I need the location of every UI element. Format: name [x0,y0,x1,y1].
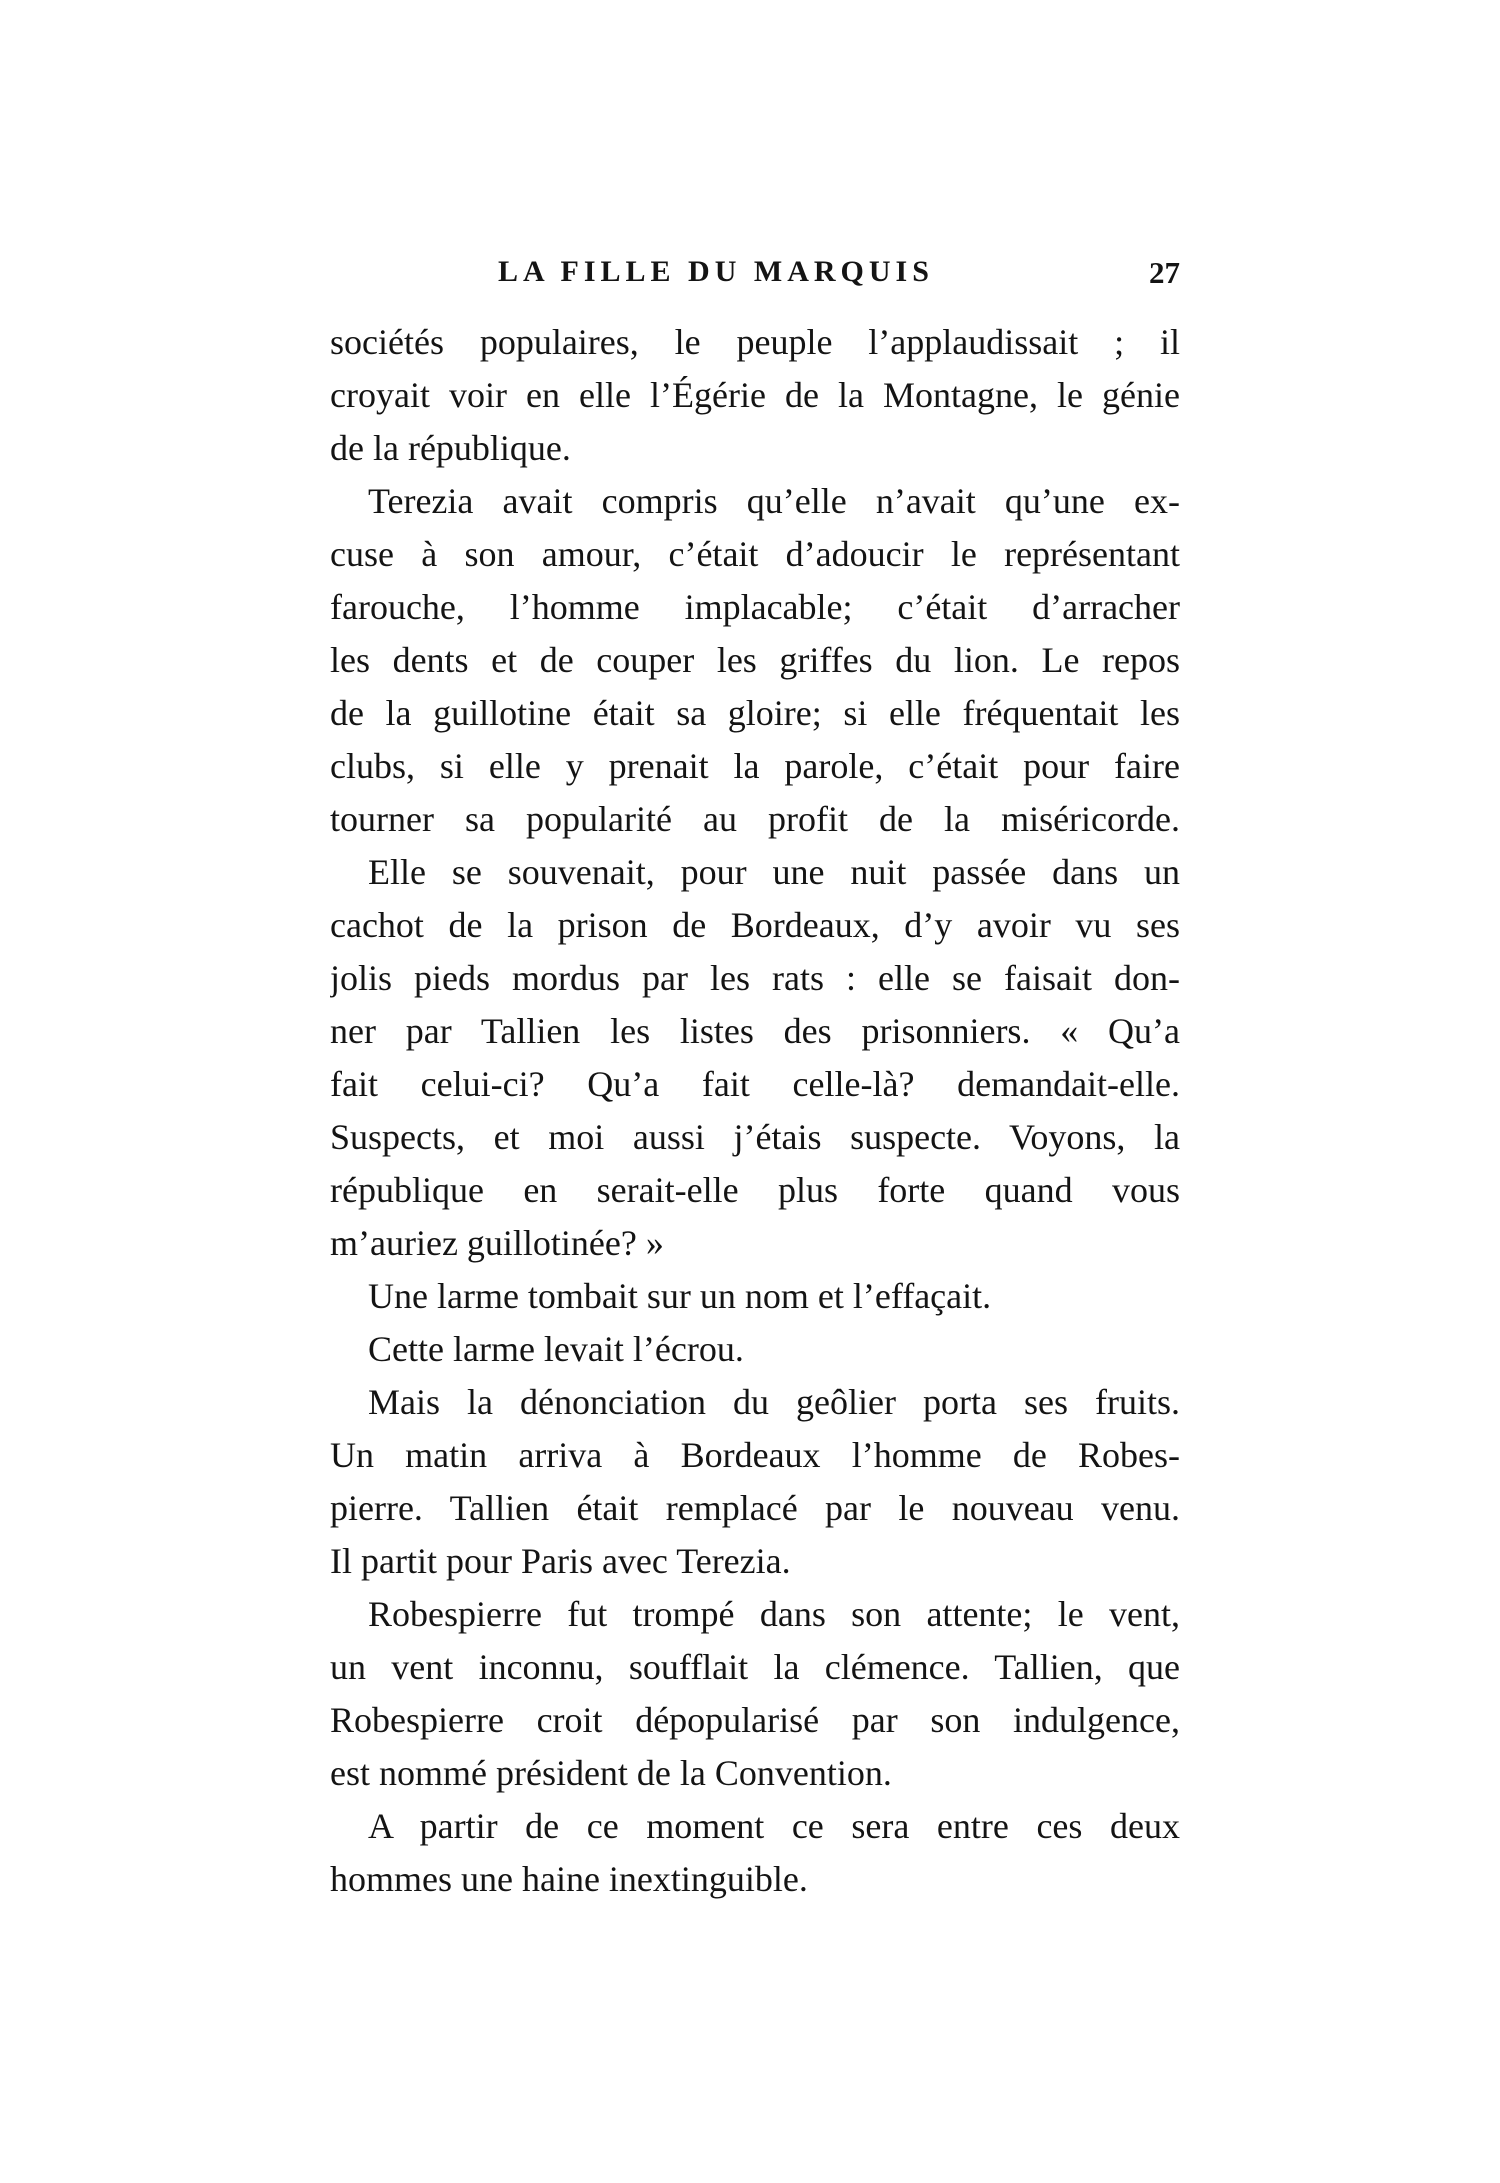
text-line: Terezia avait compris qu’elle n’avait qu’une ex- [368,481,1180,521]
text-line: les dents et de couper les griffes du lion. Le repos [330,640,1180,680]
text-line: m’auriez guillotinée? » [330,1223,664,1263]
text-line: hommes une haine inextinguible. [330,1859,808,1899]
text-line: république en serait-elle plus forte quand vous [330,1170,1180,1210]
text-line: Cette larme levait l’écrou. [368,1329,744,1369]
text-line: Une larme tombait sur un nom et l’effaçait. [368,1276,992,1316]
text-line: pierre. Tallien était remplacé par le nouveau venu. [330,1488,1180,1528]
text-line: cachot de la prison de Bordeaux, d’y avoir vu ses [330,905,1180,945]
text-line: sociétés populaires, le peuple l’applaudissait ; il [330,322,1180,362]
text-line: tourner sa popularité au profit de la miséricorde. [330,799,1180,839]
running-title: LA FILLE DU MARQUIS [498,255,934,288]
text-line: ner par Tallien les listes des prisonniers. « Qu’a [330,1011,1180,1051]
text-line: Un matin arriva à Bordeaux l’homme de Robes- [330,1435,1180,1475]
text-line: Mais la dénonciation du geôlier porta ses fruits. [368,1382,1180,1422]
page-header [330,255,1180,295]
text-line: de la république. [330,428,571,468]
text-line: Robespierre fut trompé dans son attente; le vent, [368,1594,1180,1634]
text-line: clubs, si elle y prenait la parole, c’était pour faire [330,746,1180,786]
text-line: farouche, l’homme implacable; c’était d’arracher [330,587,1180,627]
text-line: croyait voir en elle l’Égérie de la Montagne, le génie [330,375,1180,415]
text-line: fait celui-ci? Qu’a fait celle-là? demandait-elle. [330,1064,1180,1104]
text-line: Robespierre croit dépopularisé par son indulgence, [330,1700,1180,1740]
text-line: Suspects, et moi aussi j’étais suspecte. Voyons, la [330,1117,1180,1157]
text-line: jolis pieds mordus par les rats : elle se faisait don- [330,958,1180,998]
text-line: est nommé président de la Convention. [330,1753,892,1793]
text-line: cuse à son amour, c’était d’adoucir le représentant [330,534,1180,574]
text-line: un vent inconnu, soufflait la clémence. Tallien, que [330,1647,1180,1687]
text-line: Il partit pour Paris avec Terezia. [330,1541,791,1581]
page-number: 27 [1149,255,1180,290]
text-line: de la guillotine était sa gloire; si elle fréquentait les [330,693,1180,733]
text-line: A partir de ce moment ce sera entre ces deux [368,1806,1180,1846]
text-line: Elle se souvenait, pour une nuit passée dans un [368,852,1180,892]
